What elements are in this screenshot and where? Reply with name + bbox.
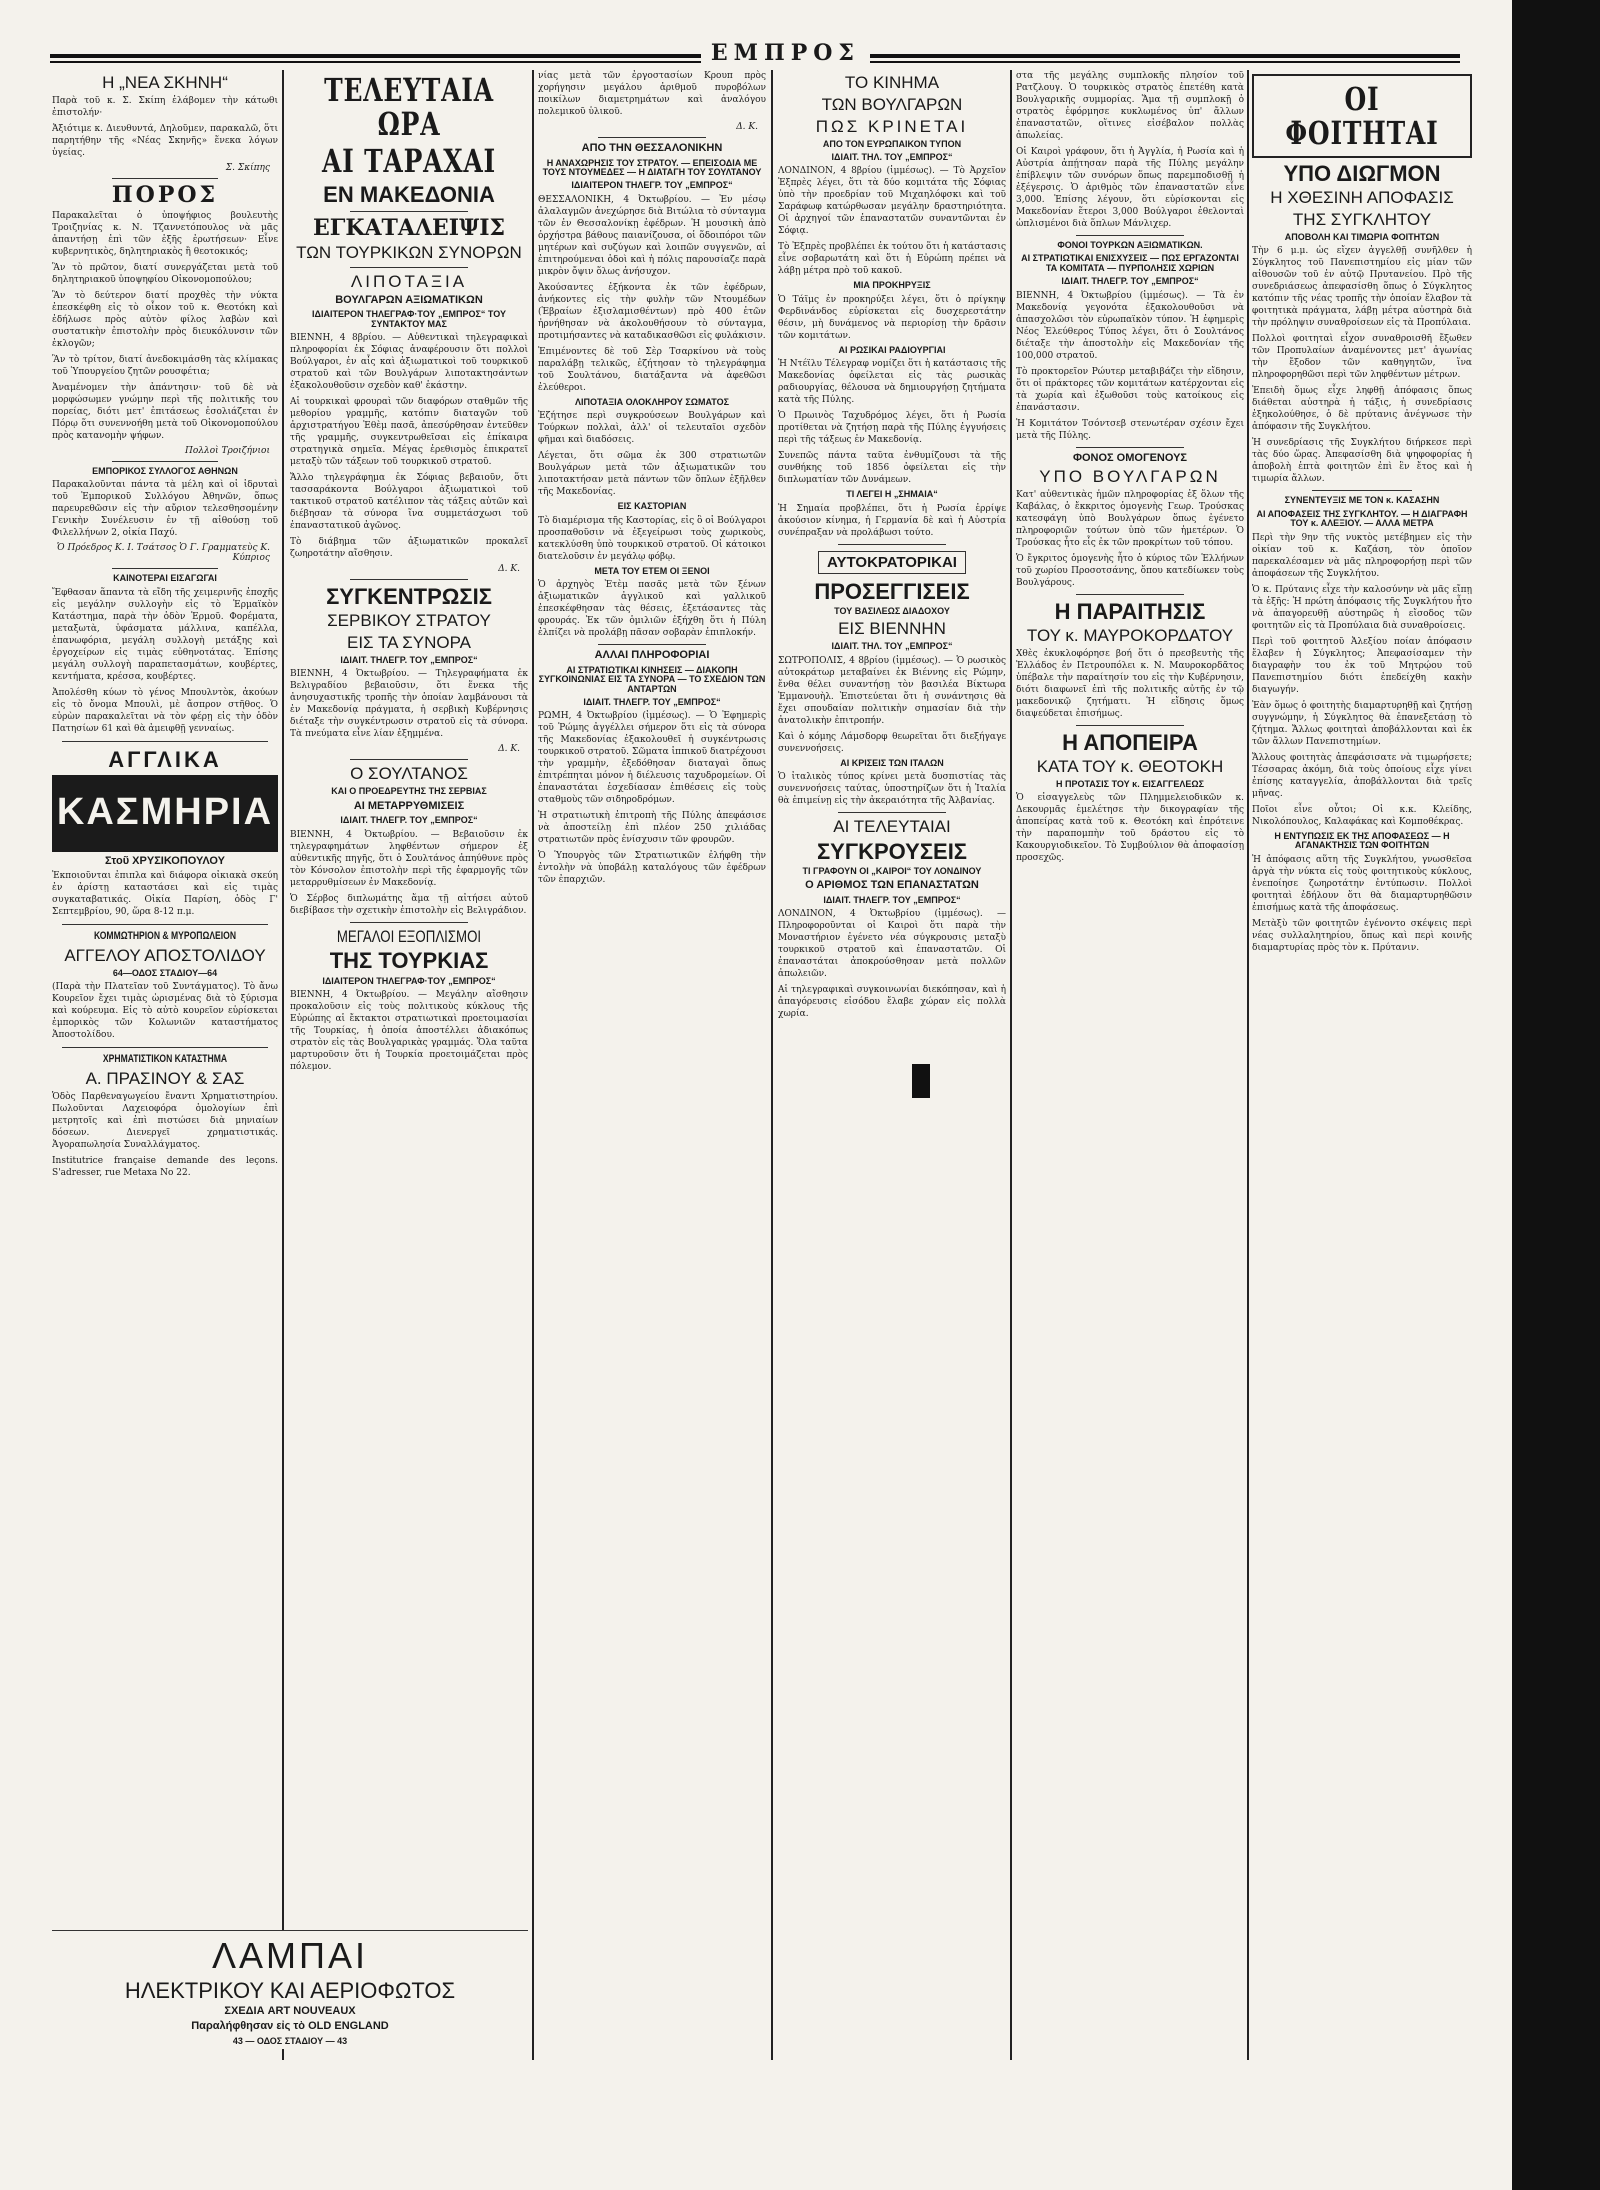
ti-grafoun-subheading: ΤΙ ΓΡΑΦΟΥΝ ΟΙ „ΚΑΙΡΟΙ“ ΤΟΥ ΛΟΝΔΙΝΟΥ [802,865,982,876]
nea-skini-signature: Σ. Σκίπης [225,162,270,173]
c4-text-8: ΣΩΤΡΟΠΟΛΙΣ, 4 8βρίου (ἰμμέσως). — Ὁ ρωσικὸς αὐτοκράτωρ μεταβαίνει ἐκ Βιέννης εἰς Ρώμην, ἔνθα θέλει συναντήσῃ τὸν βασιλέα Βίκτωρα Ἐμμανουὴλ. Ἐπιστεύεται ὅτι ἡ συνάντησις θὰ ἔχει σπουδαίαν πολιτικὴν σημασίαν διὰ τὴν ἀνατολικὴν ἐπιτροπήν. [778,655,1006,726]
fonoi-heading: ΦΟΝΟΙ ΤΟΥΡΚΩΝ ΑΞΙΩΜΑΤΙΚΩΝ. [1057,240,1203,250]
taraxai-heading: ΑΙ ΤΑΡΑΧΑΙ [321,142,497,181]
masthead [50,40,1460,66]
chrysikopoulou-heading: Στοῦ ΧΡΥΣΙΚΟΠΟΥΛΟΥ [104,854,226,867]
c6-text-11: Ἡ ἀπόφασις αὕτη τῆς Συγκλήτου, γνωσθεῖσα ἀργὰ τὴν νύκτα εἰς τοὺς φοιτητικοὺς κύκλους, ἐνεποίησε ζωηροτάτην ἐντύπωσιν. Πολλοὶ φοιτηταὶ ἐδήλουν ὅτι θὰ διαμαρτυρηθῶσιν ἐπισήμως κατὰ τῆς ἀποφάσεως. [1252,854,1472,913]
telegraph-credit: ΙΔΙΑΙΤ. ΤΗΛ. ΤΟΥ „ΕΜΠΡΟΣ“ [831,151,953,162]
separator [1076,594,1184,595]
diogmon-heading: ΥΠΟ ΔΙΩΓΜΟΝ [1283,161,1441,187]
arithmos-heading: Ο ΑΡΙΘΜΟΣ ΤΩΝ ΕΠΑΝΑΣΤΑΤΩΝ [805,879,979,892]
c5-text-4: Ἡ Κομιτάτον Τσόντσεβ στενωτέραν σχέσιν ἔχει μετὰ τῆς Πύλης. [1016,418,1244,441]
c4-text-7: Ἡ Σημαία προβλέπει, ὅτι ἡ Ρωσία ἐρρίψε ἀκούσιον κίνημα, ἡ Γερμανία δὲ καὶ ἡ Αὐστρία συνέπραξαν νὰ προλάβωσι τούτο. [778,503,1006,538]
separator [350,267,468,268]
telegraph-credit: ΙΔΙΑΙΤ. ΤΗΛΕΓΡ. ΤΟΥ „ΕΜΠΡΟΣ“ [823,894,961,905]
old-england-address: 43 — ΟΔΟΣ ΣΤΑΔΙΟΥ — 43 [232,2035,348,2046]
syllogos-heading: ΕΜΠΟΡΙΚΟΣ ΣΥΛΛΟΓΟΣ ΑΘΗΝΩΝ [92,465,238,476]
telegraph-credit: ΙΔΙΑΙΤΕΡΟΝ ΤΗΛΕΓΡΑΦ·ΤΟΥ „ΕΜΠΡΟΣ“ [322,975,496,986]
c6-text-1: Τὴν 6 μ.μ. ὡς εἴχεν ἀγγελθῇ συνῆλθεν ἡ Σύγκλητος τοῦ Πανεπιστημίου εἰς μίαν τῶν αἰθουσῶν τοῦ ἐν αὐτῷ Πρυτανείου. Πρὸ τῆς συνεδριάσεως ἀπεφασίσθη ὅπως ὁ Σύγκλητος κατόπιν τῆς νέας τροπῆς τὴν ὁποίαν ἔλαβον τὰ φοιτητικὰ πράγματα, λάβῃ μέτρα αὐστηρὰ διὰ τὴν πρόληψιν συναθροίσεων εἰς τὰ Προπύλαια. [1252,246,1472,329]
lipotaxia-somatos-heading: ΛΙΠΟΤΑΞΙΑ ΟΛΟΚΛΗΡΟΥ ΣΩΜΑΤΟΣ [574,396,729,407]
separator [350,922,468,923]
kommotirion-name: ΑΓΓΕΛΟΥ ΑΠΟΣΤΟΛΙΔΟΥ [64,946,266,965]
kinima-heading: ΤΟ ΚΙΝΗΜΑ [844,73,940,92]
telegraph-credit: ΙΔΙΑΙΤ. ΤΗΛΕΓΡ. ΤΟΥ „ΕΜΠΡΟΣ“ [583,697,721,708]
c4-text-6: Συνεπῶς πάντα ταῦτα ἐνθυμίζουσι τὰ τῆς συνθήκης τοῦ 1856 ὀφείλεται εἰς τὴν διπλωματίαν τῶν Δυνάμεων. [778,451,1006,486]
c3-text-9: Ἡ στρατιωτικὴ ἐπιτροπὴ τῆς Πύλης ἀπεφάσισε νὰ ἀποστείλῃ ἐπὶ πλέον 250 χιλιάδας στρατιωτῶν πρὸς ἐνίσχυσιν τῶν φρουρῶν. [538,811,766,846]
c3-text-0: νίας μετὰ τῶν ἐργοστασίων Κρουπ πρὸς χορήγησιν μεγάλου ἀριθμοῦ πυροβόλων ποικίλων διαμετρημάτων καὶ ἀναλόγου πολεμικοῦ ὑλικοῦ. [538,71,766,117]
tourkias-heading: ΤΗΣ ΤΟΥΡΚΙΑΣ [329,948,489,974]
c2-text-4: Τὸ διάβημα τῶν ἀξιωματικῶν προκαλεῖ ζωηροτάτην αἴσθησιν. [290,537,528,560]
thessaloniki-heading: ΑΠΟ ΤΗΝ ΘΕΣΣΑΛΟΝΙΚΗΝ [581,142,723,154]
c5-text-2: ΒΙΕΝΝΗ, 4 Ὀκτωβρίου (ἰμμέσως). — Τὰ ἐν Μακεδονίᾳ γεγονότα ἐξακολουθοῦσι νὰ ἀπασχολῶσι τὸν εὐρωπαϊκὸν τύπον. Ἡ ἐφημερὶς Νέος Ἐλεύθερος Τύπος λέγει, ὅτι ὁ Σουλτάνος διέταξε τὴν ἀποστολὴν εἰς Μακεδονίαν τῆς 100,000 στρατοῦ. [1016,290,1244,361]
separator [838,544,946,545]
pos-krinetai-heading: ΠΩΣ ΚΡΙΝΕΤΑΙ [815,116,969,136]
c6-text-4: Ἡ συνεδρίασις τῆς Συγκλήτου διήρκεσε περὶ τὰς δύο ὥρας. Ἀπεφασίσθη διὰ ψηφοφορίας ἡ ἀποβολὴ ἑπτὰ φοιτητῶν ἐπὶ ἓν ἔτος καὶ ἡ τιμωρία ἄλλων. [1252,438,1472,485]
c6-text-6: Ὁ κ. Πρύτανις εἶχε τὴν καλοσύνην νὰ μᾶς εἴπῃ τὰ ἑξῆς: Ἡ πρώτη ἀπόφασις τῆς Συγκλήτου ἦτο νὰ ἀπαγορευθῇ αὐστηρῶς ἡ εἴσοδος τῶν φοιτητῶν εἰς τὰ Προπύλαια διὰ συναθροίσεις. [1252,584,1472,631]
apovoli-subheading: ΑΠΟΒΟΛΗ ΚΑΙ ΤΙΜΩΡΙΑ ΦΟΙΤΗΤΩΝ [1284,231,1440,242]
separator [598,137,706,138]
column-1 [52,70,278,2150]
newspaper-name: ΕΜΠΡΟΣ [701,40,870,66]
c5-text-6: Ὁ ἔγκριτος ὁμογενὴς ἦτο ὁ κύριος τῶν Ἑλλήνων τοῦ χωρίου Προσοτσάνης, ὅπου κατεδίωκεν τοὺς Βουλγάρους. [1016,554,1244,589]
poros-text-3: Ἂν τὸ δεύτερον διατί προχθὲς τὴν νύκτα ἐπεσκέφθη εἰς τὸ οἶκον τοῦ κ. Θεοτόκη καὶ ἐδήλωσε πρὸς αὐτὸν φίλος λαβὼν καὶ συστατικὴν ἐπιστολὴν πρὸς διευκόλυνσιν τῶν ἐκλογῶν; [52,290,278,349]
separator [1076,235,1184,236]
c6-text-8: Ἐὰν ὅμως ὁ φοιτητὴς διαμαρτυρηθῇ καὶ ζητήσῃ συγγνώμην, ἡ Σύγκλητος θὰ ἐπανεξετάσῃ τὸ ζήτημα. Ἄλλως φοιτηταὶ ἀποβάλλονται καὶ ἐκ τῶν ἄλλων Πανεπιστημίων. [1252,700,1472,747]
teleftaiai-heading: ΑΙ ΤΕΛΕΥΤΑΙΑΙ [833,816,951,836]
prosegiseis-heading: ΠΡΟΣΕΓΓΙΣΕΙΣ [814,578,970,604]
chrysikopoulou-text: Ἐκποιοῦνται ἐπιπλα καὶ διάφορα οἰκιακὰ σκεύη ἐν ἀρίστῃ καταστάσει καὶ εἰς τιμὰς συγκαταβατικάς. Οἰκία Παρίση, ὁδὸς Γ' Σεπτεμβρίου, 90, ὥρα 8-12 π.μ. [52,871,278,918]
c3-text-2: Ἀκούσαντες ἐξήκοντα ἐκ τῶν ἐφέδρων, ἀνήκοντες εἰς τὴν φυλὴν τῶν Ντουμέδων (Ἑβραίων ἐξισλαμισθέντων) πρὸ 400 ἐτῶν ἠρνήθησαν νὰ ἀκολουθήσουν τὸ σύνταγμα, προτιμήσαντες νὰ καταδικασθῶσι εἰς φυλάκισιν. [538,282,766,341]
c5-text-0: στα τῆς μεγάλης συμπλοκῆς πλησίον τοῦ Ρατζλουγ. Ὁ τουρκικὸς στρατὸς ἐπετέθη κατὰ Βουλγαρικῆς συμμορίας. Ἅμα τῇ συμπλοκῇ ὁ στρατὸς ἐφόρμησε κυκλωμένος ὑπ' ἄλλων ἐπαναστατῶν, οἵτινες εἰσέβαλον πολλὰς ἀπωλείας. [1016,71,1244,141]
c4-text-9: Καὶ ὁ κόμης Λάμσδορφ θεωρεῖται ὅτι διεξήγαγε συνεννοήσεις. [778,731,1006,754]
lampai-heading: ΛΑΜΠΑΙ [211,1935,369,1976]
c5-text-5: Κατ' αὐθεντικὰς ἡμῶν πληροφορίας ἐξ ὅλων τῆς Καβάλας, ὁ ἔκκριτος ὁμογενὴς Γεωρ. Τρούσκας κατεσφάγη ὑπὸ Βουλγάρων ὅπως ἐγένετο πληροφοριῶν τούτων ὑπὸ τῶν ἡμετέρων. Ὁ Τρούσκας ἦτο εἷς ἐκ τῶν προκρίτων τοῦ τόπου. [1016,490,1244,549]
c3-signature: Δ. Κ. [736,122,758,132]
c2-text-7: Ὁ Σέρβος διπλωμάτης ἅμα τῇ αἰτήσει αὐτοῦ διεβίβασε τὴν σχετικὴν ἐπιστολὴν εἰς Βελιγράδιον. [290,893,528,916]
c5-text-8: Ὁ εἰσαγγελεὺς τῶν Πλημμελειοδικῶν κ. Δεκουρμᾶς ἐμελέτησε τὴν δικογραφίαν τῆς ἀποπείρας κατὰ τοῦ κ. Θεοτόκη καὶ ἐπρότεινε τὴν παραπομπὴν τοῦ δράστου εἰς τὸ Κακουργιοδικεῖον. Τὸ Συμβούλιον θὰ ἀποφασίσῃ προσεχῶς. [1016,793,1244,864]
servikou-heading: ΣΕΡΒΙΚΟΥ ΣΤΡΑΤΟΥ [327,611,491,631]
separator [1076,447,1184,448]
c4-text-1: ΛΟΝΔΙΝΟΝ, 4 8βρίου (ἰμμέσως). — Τὸ Ἀρχεῖον Ἐξπρὲς λέγει, ὅτι τὰ δύο κομιτάτα τῆς Σόφιας ὑπὸ τὴν προεδρίαν τοῦ Μιχαηλόφσκι καὶ τοῦ Σαράφωφ κατώρθωσαν μεγάλην δραστηριότητα. Οἱ ἀρχηγοί τῶν ἐπαναστατῶν συναντῶνται ἐν Σόφιᾳ. [778,166,1006,237]
kastoria-heading: ΕΙΣ ΚΑΣΤΟΡΙΑΝ [617,501,687,512]
telegraph-credit: ΙΔΙΑΙΤΕΡΟΝ ΤΗΛΕΓΡ. ΤΟΥ „ΕΜΠΡΟΣ“ [571,180,733,191]
separator [838,812,946,813]
syllogos-text: Παρακαλοῦνται πάντα τὰ μέλη καὶ οἱ ἱδρυταὶ τοῦ Ἐμπορικοῦ Συλλόγου Ἀθηνῶν, ὅπως παρευρεθῶσιν εἰς τὴν αὔριον τελεσθησομένην Γενικὴν Συνέλευσιν ἐν τῇ αἰθούσῃ τοῦ Φιλελλήνων 2, οἰκία Παχύ. [52,480,278,539]
c3-text-5: Λέγεται, ὅτι σῶμα ἐκ 300 στρατιωτῶν Βουλγάρων μετὰ τῶν ἀξιωματικῶν του λιποτακτήσαν μετὰ πάντων τῶν ὅπλων ἐξῆλθεν τῆς Μακεδονίας. [538,451,766,498]
prokiryxis-heading: ΜΙΑ ΠΡΟΚΗΡΥΞΙΣ [853,280,931,291]
poros-text-5: Ἀναμένομεν τὴν ἀπάντησιν· τοῦ δὲ νὰ μορφώσωμεν γνώμην περὶ τῆς πολιτικῆς του πορείας, διότι μετ' ἐπιτάσεως ἐσολιάζεται ἐν Πόρῳ ὅτι συνεννοήθη μετὰ τοῦ Οἰκονομοπούλου πρὸς κατανομὴν ψήφων. [52,382,278,441]
makedonia-heading: ΕΝ ΜΑΚΕΔΟΝΙΑ [323,181,495,207]
c4-text-5: Ὁ Πρωινὸς Ταχυδρόμος λέγει, ὅτι ἡ Ρωσία προτίθεται νὰ ζητήσῃ παρὰ τῆς Πύλης ἐγγυήσεις περὶ τῆς τάξεως ἐν Μακεδονίᾳ. [778,411,1006,446]
c2-text-8: ΒΙΕΝΝΗ, 4 Ὀκτωβρίου. — Μεγάλην αἴσθησιν προκαλοῦσιν εἰς τοὺς πολιτικοὺς κύκλους τῆς Εὐρώπης αἱ ἔκτακτοι στρατιωτικαὶ προετοιμασίαι τῆς Τουρκίας, ἡ ὁποία ἀποστέλλει ἀδιακόπως στρατὸν εἰς τὰς Βουλγαρικὰς γραμμάς. Ὅλα ταῦτα μαρτυροῦσιν ὅτι ἡ Τουρκία προετοιμάζεται πρὸς πόλεμον. [290,989,528,1072]
c2-signature-2: Δ. Κ. [498,744,520,755]
kainoteres-heading: ΚΑΙΝΟΤΕΡΑΙ ΕΙΣΑΓΩΓΑΙ [113,573,217,584]
telegraph-credit: ΙΔΙΑΙΤ. ΤΗΛΕΓΡ. ΤΟΥ „ΕΜΠΡΟΣ“ [340,815,478,826]
separator [350,759,468,760]
poros-text-4: Ἂν τὸ τρίτον, διατί ἀνεδοκιμάσθη τὰς κλίμακας τοῦ Ὑπουργείου ζητῶν ρουσφέτια; [52,354,278,377]
proedros-heading: ΚΑΙ Ο ΠΡΟΕΔΡΕΥΤΗΣ ΤΗΣ ΣΕΡΒΙΑΣ [331,786,487,797]
separator [598,644,706,645]
c3-text-4: Ἐζήτησε περὶ συγκρούσεων Βουλγάρων καὶ Τούρκων πολλαὶ, ἀλλ' οἱ τελευταῖοι σχεδὸν φῆμαι καὶ διαδόσεις. [538,411,766,446]
vienni-heading: ΕΙΣ ΒΙΕΝΝΗΝ [838,619,946,639]
teleftaia-ora-heading: ΤΕΛΕΥΤΑΙΑ ΩΡΑ [324,71,494,143]
separator [52,1930,528,1931]
aytokratoras-stamp [778,551,1006,574]
column-3 [538,70,766,2150]
stratiotikai-subheading: ΑΙ ΣΤΡΑΤΙΩΤΙΚΑΙ ΚΙΝΗΣΕΙΣ — ΔΙΑΚΟΠΗ ΣΥΓΚΟΙΝΩΝΙΑΣ ΕΙΣ ΤΑ ΣΥΝΟΡΑ — ΤΟ ΣΧΕΔΙΟΝ ΤΩΝ ΑΝΤΑΡΤΩΝ [538,664,766,694]
c5-text-3: Τὸ προκτορεῖον Ρώυτερ μεταβιβάζει τὴν εἴδησιν, ὅτι οἱ πράκτορες τῶν κομιτάτων κατέρχονται εἰς τὰ χωρία καὶ ἐξωθοῦσι τοὺς κατοίκους εἰς ἐπανάστασιν. [1016,366,1244,413]
kommotirion-heading: ΚΟΜΜΩΤΗΡΙΟΝ & ΜΥΡΟΠΩΛΕΙΟΝ [93,930,237,943]
sygklitou-heading: ΤΗΣ ΣΥΓΚΛΗΤΟΥ [1292,210,1432,230]
c6-text-10: Ποῖοι εἶνε οὗτοι; Οἱ κ.κ. Κλείδης, Νικολόπουλος, Καλαφάκας καὶ Κομποθέκρας. [1252,804,1472,827]
theotoki-heading: ΚΑΤΑ ΤΟΥ κ. ΘΕΟΤΟΚΗ [1036,757,1224,777]
lipotaxia-heading: ΛΙΠΟΤΑΞΙΑ [350,271,468,291]
typon-subheading: ΑΠΟ ΤΟΝ ΕΥΡΩΠΑΙΚΟΝ ΤΥΠΟΝ [822,138,962,149]
krisis-heading: ΑΙ ΚΡΙΣΕΙΣ ΤΩΝ ΙΤΑΛΩΝ [840,757,944,768]
column-4 [778,70,1006,2150]
separator [112,178,218,179]
c4-text-4: Ἡ Ντέϊλυ Τέλεγραφ νομίζει ὅτι ἡ κατάστασις τῆς Μακεδονίας ὀφείλεται εἰς τὰς ρωσικὰς ραδιουργίας, θέλουσα νὰ δημιουργήσῃ ζητήματα κατὰ τῆς Πύλης. [778,359,1006,406]
c2-text-1: ΒΙΕΝΝΗ, 4 8βρίου. — Αὐθεντικαὶ τηλεγραφικαὶ πληροφορίαι ἐκ Σόφιας ἀναφέρουσιν ὅτι πολλοὶ Βούλγαροι, ἐν αἷς καὶ ἀξιωματικοὶ τοῦ τουρκικοῦ στρατοῦ καὶ τῶν Βουλγάρων λιποτακτησάντων ἐξακολουθοῦσιν σχεδὸν καθ' ἑκάστην. [290,333,528,392]
nea-skini-letter: Ἀξιότιμε κ. Διευθυντά, Δηλοῦμεν, παρακαλῶ, ὅτι παρητήθην τῆς «Νέας Σκηνῆς» ἕνεκα λόγων ὑγείας. [52,123,278,158]
separator [62,741,268,742]
separator [112,568,218,569]
poros-heading: ΠΟΡΟΣ [111,181,219,208]
c5-text-7: Χθὲς ἐκυκλοφόρησε βοή ὅτι ὁ πρεσβευτὴς τῆς Ἑλλάδος ἐν Πετρουπόλει κ. Ν. Μαυροκορδᾶτος ὑπέβαλε τὴν παραίτησίν του εἰς τὴν Κυβέρνησιν, διότι διαφωνεῖ ἐπὶ τῆς πολιτικῆς αὐτῆς ἐν τῷ μακεδονικῷ ζητήματι. Ἡ εἴδησις ὅμως διαψεύδεται ἐπισήμως. [1016,649,1244,720]
nea-skini-text: Παρὰ τοῦ κ. Σ. Σκίπη ἐλάβομεν τὴν κάτωθι ἐπιστολήν· [52,95,278,118]
etem-heading: ΜΕΤΑ ΤΟΥ ΕΤΕΜ ΟΙ ΞΕΝΟΙ [594,565,710,576]
c3-text-10: Ὁ Ὑπουργὸς τῶν Στρατιωτικῶν ἐλήφθη τὴν ἐντολὴν νὰ ὑποβάλῃ καταλόγους τῶν ἐφέδρων τῶν ἐπαρχιῶν. [538,851,766,886]
nea-skini-heading: Η „ΝΕΑ ΣΚΗΝΗ“ [102,73,228,92]
old-england-line: Παραλήφθησαν εἰς τὸ OLD ENGLAND [191,2020,389,2033]
c3-text-8: ΡΩΜΗ, 4 Ὀκτωβρίου (ἰμμέσως). — Ὁ Ἐφημερὶς τοῦ Ῥώμης ἀγγέλλει σήμερον ὅτι εἰς τὰ σύνορα τῆς Μακεδονίας ἐξακολουθεῖ ἡ συγκέντρωσις τουρκικοῦ στρατοῦ. Σῶματα ἱππικοῦ διατρέχουσι τὴν γραμμὴν, ἐξεδόθησαν διαταγαὶ ὅπως ἐπιτρέπηται μόνον ἡ διέλευσις ταχυδρομείων. Οἱ ἐπαναστάται ἐσχεδίασαν ἐπιθέσεις εἰς τοὺς σταθμοὺς τῶν σιδηροδρόμων. [538,711,766,806]
chrimatistikon-text: Ὁδὸς Παρθεναγωγείου ἔναντι Χρηματιστηρίου. Πωλοῦνται Λαχειοφόρα ὁμολογίων ἐπὶ μετρητοῖς καὶ ἐπὶ πιστώσει διὰ μηνιαίων δόσεων. Διενεργεῖ χρηματιστικάς. Ἀγοραπωλησία Συναλλάγματος. [52,1091,278,1150]
separator [62,1047,268,1048]
sygkrouseis-heading: ΣΥΓΚΡΟΥΣΕΙΣ [816,838,968,864]
synoron-heading: ΤΩΝ ΤΟΥΡΚΙΚΩΝ ΣΥΝΟΡΩΝ [296,242,522,262]
apopeira-heading: Η ΑΠΟΠΕΙΡΑ [1062,730,1198,756]
schedia-heading: ΣΧΕΔΙΑ ART NOUVEAUX [224,2004,356,2017]
xthesini-heading: Η ΧΘΕΣΙΝΗ ΑΠΟΦΑΣΙΣ [1270,188,1454,208]
c4-text-2: Τὸ Ἐξπρὲς προβλέπει ἐκ τούτου ὅτι ἡ κατάστασις εἶνε σοβαρωτάτη καὶ ὅτι ἡ Εὐρώπη πρέπει νὰ λάβῃ μέτρα πρὸ τοῦ κακοῦ. [778,242,1006,277]
egkataleipsis-heading: ΕΓΚΑΤΑΛΕΙΨΙΣ [312,214,506,241]
voulgaron-heading: ΤΩΝ ΒΟΥΛΓΑΡΩΝ [821,94,963,114]
poros-signature: Πολλοὶ Τροιζήνιοι [185,445,270,456]
megaloi-heading: ΜΕΓΑΛΟΙ ΕΞΟΠΛΙΣΜΟΙ [336,926,482,946]
c6-text-9: Ἄλλους φοιτητὰς ἀπεφάσισατε νὰ τιμωρήσετε; Τέσσαρας ἀκόμη, διὰ τοὺς ὁποίους εἶχε γίνει ἐπίσης καταγγελία, ἀποβάλλονται διὰ τρεῖς μῆνας. [1252,752,1472,799]
kasmiria-banner: ΚΑΣΜΗΡΙΑ [52,775,278,852]
syllogos-signature: Ὁ Πρόεδρος Κ. Ι. Τσάτσος Ὁ Γ. Γραμματεὺς Κ. Κύπριος [56,543,270,564]
c5-text-1: Οἱ Καιροὶ γράφουν, ὅτι ἡ Ἀγγλία, ἡ Ρωσία καὶ ἡ Αὐστρία ἀπῄτησαν παρὰ τῆς Πύλης μεγάλην ἐπίβλεψιν τῶν συνόρων ὅπως παρεμποδισθῇ ἡ ἐξέγερσις. Ὁ ἀριθμὸς τῶν ἐπαναστατῶν εἶνε 3,000. Ἐπίσης λέγουν, ὅτι εὑρίσκονται εἰς Μακεδονίαν ἕτεροι 3,000 Βούλγαροι ἐθελονταὶ ὡπλισμένοι διὰ ὅπλων Μάνλιχερ. [1016,147,1244,229]
poros-text-1: Παρακαλεῖται ὁ ὑποψήφιος βουλευτὴς Τροιζηνίας κ. Ν. Τζαννετόπουλος νὰ μᾶς ἀπαντήσῃ ἐπὶ τῶν ἑξῆς ἐρωτήσεων· Εἶνε κυβερνητικὸς, δηλητηριακὸς ἢ θεοτοκικός; [52,210,278,257]
c2-text-2: Αἱ τουρκικαὶ φρουραὶ τῶν διαφόρων σταθμῶν τῆς μεθορίου γραμμῆς, κατόπιν διαταγῶν τοῦ ἀρχιστρατήγου Ἐθὲμ πασᾶ, ἀπεσύρθησαν ἐντεῦθεν τῆς γραμμῆς, συγκεντρωθεῖσαι εἰς ἐπίκαιρα στρατηγικὰ σημεῖα. Μέγας ἐρεθισμὸς ἐπικρατεῖ μεταξὺ τῶν τάξεων τοῦ τουρκικοῦ στρατοῦ. [290,397,528,468]
c2-signature-1: Δ. Κ. [498,564,520,575]
chrimatistikon-name: Α. ΠΡΑΣΙΝΟΥ & ΣΑΣ [85,1068,245,1088]
c4-text-10: Ὁ ἰταλικὸς τύπος κρίνει μετὰ δυσπιστίας τὰς συνεννοήσεις ταύτας, ὑποστηρίζων ὅτι ἡ Ἰταλία θὰ ἐπιμείνῃ εἰς τὴν ἀκεραιότητα τῆς Ἀλβανίας. [778,771,1006,806]
c6-text-3: Ἐπειδὴ ὅμως εἶχε ληφθῇ ἀπόφασις ὅπως διάθεται αὐστηρὰ ἡ τάξις, ἡ συνεδρίασις ἐξηκολούθησε, ὁ δὲ πρύτανις ἀνέγνωσε τὴν ἀπόφασιν τῆς Συγκλήτου. [1252,386,1472,433]
c6-text-7: Περὶ τοῦ φοιτητοῦ Ἀλεξίου ποίαν ἀπόφασιν ἔλαβεν ἡ Σύγκλητος; Ἀπεφασίσαμεν τὴν διαγραφὴν του ἐκ τοῦ Μητρῴου τοῦ Πανεπιστημίου διότι ἐπεδείχθη κακὴν διαγωγήν. [1252,636,1472,695]
telegraph-credit: ΙΔΙΑΙΤ. ΤΗΛΕΓΡ. ΤΟΥ „ΕΜΠΡΟΣ“ [1061,276,1199,287]
c2-text-6: ΒΙΕΝΝΗ, 4 Ὀκτωβρίου. — Βεβαιοῦσιν ἐκ τηλεγραφημάτων ληφθέντων σήμερον ἐξ αὐθεντικῆς πηγῆς, ὅτι ὁ Σουλτάνος ἀπηύθυνε πρὸς τὸν Κόνσολον ἐπιστολὴν περὶ τῆς ἐφαρμογῆς τῶν μεταρρυθμίσεων ἐν Μακεδονίᾳ. [290,829,528,888]
vasileos-subheading: ΤΟΥ ΒΑΣΙΛΕΩΣ ΔΙΑΔΟΧΟΥ [834,605,950,616]
kommotirion-address: 64—ΟΔΟΣ ΣΤΑΔΙΟΥ—64 [112,967,218,978]
ink-smudge [912,1064,930,1098]
telegraph-credit: ΙΔΙΑΙΤΕΡΟΝ ΤΗΛΕΓΡΑΦ·ΤΟΥ „ΕΜΠΡΟΣ“ ΤΟΥ ΣΥΝΤΑΚΤΟΥ ΜΑΣ [312,309,506,329]
scan-edge [1512,0,1600,2190]
synora-heading: ΕΙΣ ΤΑ ΣΥΝΟΡΑ [347,633,471,653]
foitites-heading: ΟΙ ΦΟΙΤΗΤΑΙ [1285,80,1439,152]
c6-text-12: Μετὰξὺ τῶν φοιτητῶν ἐγένοντο σκέψεις περὶ νέας συλλαλητηρίου, ὅπως καὶ περὶ κοινῆς διαμαρτυρίας πρὸς τὸν κ. Πρύτανιν. [1252,918,1472,953]
institutrice-text: Institutrice française demande des leçons. S'adresser, rue Metaxa No 22. [52,1155,278,1178]
ti-legei-heading: ΤΙ ΛΕΓΕΙ Η „ΣΗΜΑΙΑ“ [846,489,938,500]
protasis-subheading: Η ΠΡΟΤΑΣΙΣ ΤΟΥ κ. ΕΙΣΑΓΓΕΛΕΩΣ [1055,779,1205,790]
aytokratoras-heading: ΑΥΤΟΚΡΑΤΟΡΙΚΑΙ [818,551,966,574]
lost-dog-text: Ἀπολέσθη κύων τὸ γένος Μπουλντὸκ, ἀκούων εἰς τὸ ὄνομα Μπουλὶ, μὲ ἄσπρον στῆθος. Ὁ εὑρὼν παρακαλεῖται νὰ τὸν φέρῃ εἰς τὴν ὁδὸν Πατησίων 61 καὶ θὰ ἀμειφθῇ γενναίως. [52,687,278,734]
stratiotikai-subheading: ΑΙ ΣΤΡΑΤΙΩΤΙΚΑΙ ΕΝΙΣΧΥΣΕΙΣ — ΠΩΣ ΕΡΓΑΖΟΝΤΑΙ ΤΑ ΚΟΜΙΤΑΤΑ — ΠΥΡΠΟΛΗΣΙΣ ΧΩΡΙΩΝ [1021,253,1239,273]
c3-text-1: ΘΕΣΣΑΛΟΝΙΚΗ, 4 Ὀκτωβρίου. — Ἐν μέσῳ ἀλαλαγμῶν ἀνεχώρησε διὰ Βιτώλια τὸ σύνταγμα τῶν ἐν Θεσσαλονίκῃ ἐφέδρων. Ἡ μουσικὴ ἀπὸ ὀρχήστρα βάθους παιανίζουσα, οἱ ὅδοιπόροι τῶν μητέρων καὶ συζύγων καὶ λοιπῶν συγγενῶν, αἱ ἐπιτηρούμεναι ὁδοὶ καὶ ἡ πόλις παρουσίαζε παρὰ μικρὸν ὄψιν ὅλως ἀνήσυχον. [538,194,766,277]
soultanos-heading: Ο ΣΟΥΛΤΑΝΟΣ [350,764,468,784]
lampai-advertisement [52,1930,528,2049]
foitites-box [1252,74,1472,158]
column-divider [771,70,773,2060]
apofaseis-subheading: ΑΙ ΑΠΟΦΑΣΕΙΣ ΤΗΣ ΣΥΓΚΛΗΤΟΥ. — Η ΔΙΑΓΡΑΦΗ ΤΟΥ κ. ΑΛΕΞΙΟΥ. — ΑΛΛΑ ΜΕΤΡΑ [1256,508,1468,529]
chrimatistikon-heading: ΧΡΗΜΑΤΙΣΤΙΚΟΝ ΚΑΤΑΣΤΗΜΑ [102,1053,228,1066]
separator [62,924,268,925]
separator [1076,725,1184,726]
c6-text-2: Πολλοὶ φοιτηταὶ εἶχον συναθροισθῆ ἔξωθεν τῶν Προπυλαίων ἀναμένοντες μετ' ἀγωνίας τὴν ἔξοδον τῶν καθηγητῶν, ἵνα πληροφορηθῶσι περὶ τῶν ληφθέντων μέτρων. [1252,334,1472,381]
c3-text-3: Ἐπιμένοντες δὲ τοῦ Σὲρ Τσαρκίνου νὰ τοὺς παραλάβῃ τελικῶς, ἐζήτησαν τὸ τηλεγράφημα τοῦ Σουλτάνου, διατάξαντα νὰ ἀφεθῶσι ἐλεύθεροι. [538,346,766,393]
ypo-voulgaron-heading: ΥΠΟ ΒΟΥΛΓΑΡΩΝ [1039,467,1221,487]
c3-text-7: Ὁ ἀρχηγὸς Ἐτὲμ πασᾶς μετὰ τῶν ξένων ἀξιωματικῶν ἀγγλικοῦ καὶ γαλλικοῦ ἐπεσκέφθησαν τὰς θέσεις, ἐξετάσαντες τὰς φρουράς. Ἐκ τῶν ὁμιλιῶν ἐξήχθη ὅτι ἡ Πύλη ἐλπίζει νὰ προλάβῃ πᾶσαν σοβαρὰν ἐπιπλοκήν. [538,580,766,639]
fonos-heading: ΦΟΝΟΣ ΟΜΟΓΕΝΟΥΣ [1072,451,1188,464]
allai-heading: ΑΛΛΑΙ ΠΛΗΡΟΦΟΡΙΑΙ [594,649,710,662]
column-2 [290,70,528,2150]
poros-text-2: Ἂν τὸ πρῶτον, διατί συνεργάζεται μετὰ τοῦ δηλητηριακοῦ ὑποψηφίου Οἰκονομοπούλου; [52,262,278,285]
column-6 [1252,70,1472,2150]
c4-text-11: ΛΟΝΔΙΝΟΝ, 4 Ὀκτωβρίου (ἰμμέσως). — Πληροφοροῦνται οἱ Καιροὶ ὅτι παρὰ τὴν Μοναστήριον ἐγένετο νέα σύγκρουσις μεταξὺ τουρκικοῦ στρατοῦ καὶ ἐπαναστατῶν. Οἱ ἐπαναστάται ἀποκρούσθησαν μετὰ πολλῶν ἀπωλειῶν. [778,909,1006,980]
mavrokordatou-heading: ΤΟΥ κ. ΜΑΥΡΟΚΟΡΔΑΤΟΥ [1026,626,1234,646]
c4-text-12: Αἱ τηλεγραφικαὶ συγκοινωνίαι διεκόπησαν, καὶ ἡ ἀπαγόρευσις εἰσόδου ἔλαβε χώραν εἰς πολλὰ χωρία. [778,985,1006,1020]
anglika-heading: ΑΓΓΛΙΚΑ [108,746,222,772]
metarrythmiseis-heading: ΑΙ ΜΕΤΑΡΡΥΘΜΙΣΕΙΣ [353,799,465,812]
c4-text-3: Ὁ Τάϊμς ἐν προκηρύξει λέγει, ὅτι ὁ πρίγκηψ Φερδινάνδος εὑρίσκεται εἰς δυσχερεστάτην θέσιν, μὴ δυνάμενος νὰ περιορίσῃ τὴν δρᾶσιν τῶν κομιτάτων. [778,294,1006,341]
rosikai-heading: ΑΙ ΡΩΣΙΚΑΙ ΡΑΔΙΟΥΡΓΙΑΙ [838,344,946,355]
column-divider [1247,70,1249,2060]
telegraph-credit: ΙΔΙΑΙΤ. ΤΗΛΕΓΡ. ΤΟΥ „ΕΜΠΡΟΣ“ [340,654,478,665]
entyposis-heading: Η ΕΝΤΥΠΩΣΙΣ ΕΚ ΤΗΣ ΑΠΟΦΑΣΕΩΣ — Η ΑΓΑΝΑΚΤΗΣΙΣ ΤΩΝ ΦΟΙΤΗΤΩΝ [1274,830,1450,851]
sygkentrosis-heading: ΣΥΓΚΕΝΤΡΩΣΙΣ [326,584,492,610]
separator [1312,490,1412,491]
c2-text-3: Ἄλλο τηλεγράφημα ἐκ Σόφιας βεβαιοῦν, ὅτι τασσαράκοντα Βούλγαροι ἀξιωματικοὶ τοῦ τακτικοῦ στρατοῦ κατέλιπον τὰς τάξεις αὐτῶν καὶ διέβησαν τὰ σύνορα ἵνα συμμετάσχωσι τοῦ ἐπαναστατικοῦ ἀγῶνος. [290,473,528,532]
column-divider [282,70,284,2060]
column-divider [1010,70,1012,2060]
ilektrikou-heading: ΗΛΕΚΤΡΙΚΟΥ ΚΑΙ ΑΕΡΙΟΦΩΤΟΣ [124,1977,456,2003]
kainoteres-text: Ἔφθασαν ἅπαντα τὰ εἴδη τῆς χειμερινῆς ἐποχῆς εἰς μεγάλην συλλογὴν εἰς τὸ Ἑρμαϊκὸν Κατάστημα, παρὰ τὴν ὁδὸν Ἑρμοῦ. Φορέματα, μεταξωτὰ, ὑφάσματα μάλλινα, καπέλλα, ἐπανωφόρια, μεγάλη συλλογὴ μετάξης καὶ ἐργοχείρων εἰς τιμὰς εὐθηνοτάτας. Ἐπίσης μεγάλη συλλογὴ παραπετασμάτων, κουβέρτες, κεντήματα, κρέσσα, κουβέρτες. [52,587,278,682]
c6-text-5: Περὶ τὴν 9ην τῆς νυκτὸς μετέβημεν εἰς τὴν οἰκίαν τοῦ κ. Καζάση, τὸν ὁποῖον παρεκαλέσαμεν νὰ μᾶς πληροφορήσῃ περὶ τῶν ἀποφάσεων τῆς Συγκλήτου. [1252,532,1472,579]
c3-text-6: Τὸ διαμέρισμα τῆς Καστορίας, εἰς ὃ οἱ Βούλγαροι προσπαθοῦσιν νὰ ἐξεγείρωσι τοὺς χωρικοὺς, κατεκλύσθη ὑπὸ τουρκικοῦ στρατοῦ. Οἱ κάτοικοι διατελοῦσιν ἐν μεγάλῳ φόβῳ. [538,515,766,562]
separator [350,579,468,580]
column-5 [1016,70,1244,2150]
voulgaron-heading: ΒΟΥΛΓΑΡΩΝ ΑΞΙΩΜΑΤΙΚΩΝ [335,293,483,306]
kommotirion-text: (Παρὰ τὴν Πλατεῖαν τοῦ Συντάγματος). Τὸ ἄνω Κουρεῖον ἔχει τιμὰς ὡρισμένας διὰ τὸ ξύρισμα καὶ κούρευμα. Εἰς τὸ αὐτὸ κουρεῖον εὑρίσκεται ἐμπορικὸς τῶν Κολωνιῶν καταστήματος Ἀποστολίδου. [52,982,278,1041]
synentefxis-heading: ΣΥΝΕΝΤΕΥΞΙΣ ΜΕ ΤΟΝ κ. ΚΑΣΑΣΗΝ [1284,495,1440,506]
separator [112,461,218,462]
telegraph-credit: ΙΔΙΑΙΤ. ΤΗΛ. ΤΟΥ „ΕΜΠΡΟΣ“ [831,641,953,652]
c2-text-5: ΒΙΕΝΝΗ, 4 Ὀκτωβρίου. — Τηλεγραφήματα ἐκ Βελιγραδίου βεβαιοῦσιν, ὅτι ἕνεκα τῆς ἀνησυχαστικῆς τροπῆς τὴν ὁποίαν λαμβάνουσι τὰ ἐν Μακεδονίᾳ πράγματα, ἡ σερβικὴ Κυβέρνησις διέταξε τὴν συγκέντρωσιν στρατοῦ εἰς τὰ σύνορα. Τὰ πνεύματα εἶνε λίαν ἐξημμένα. [290,669,528,740]
column-divider [532,70,534,2060]
separator [350,211,468,212]
anachorisis-subheading: Η ΑΝΑΧΩΡΗΣΙΣ ΤΟΥ ΣΤΡΑΤΟΥ. — ΕΠΕΙΣΟΔΙΑ ΜΕ ΤΟΥΣ ΝΤΟΥΜΕΔΕΣ — Η ΔΙΑΤΑΓΗ ΤΟΥ ΣΟΥΛΤΑΝΟΥ [542,157,762,177]
paraitisis-heading: Η ΠΑΡΑΙΤΗΣΙΣ [1054,599,1206,625]
